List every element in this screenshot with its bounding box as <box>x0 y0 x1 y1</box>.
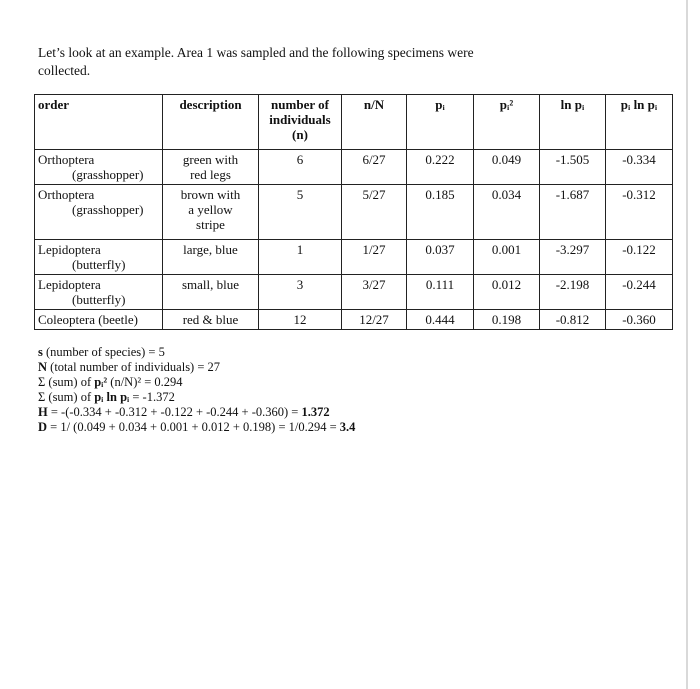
sum-term: pᵢ² <box>94 375 108 389</box>
species-count-text: (number of species) = 5 <box>42 345 165 359</box>
cell-order: Coleoptera (beetle) <box>35 310 163 330</box>
cell-ln-pi: -2.198 <box>540 275 606 310</box>
header-pi-squared: pᵢ² <box>474 95 540 150</box>
cell-pi-squared: 0.049 <box>474 150 540 185</box>
cell-pi-ln-pi: -0.312 <box>606 185 673 240</box>
cell-pi-squared: 0.198 <box>474 310 540 330</box>
cell-n: 12 <box>259 310 342 330</box>
intro-line-1: Let’s look at an example. Area 1 was sampled and the following specimens were <box>38 45 474 60</box>
table-row <box>35 240 673 275</box>
cell-pi: 0.222 <box>407 150 474 185</box>
description-line: a yellow <box>188 202 233 217</box>
total-symbol: N <box>38 360 48 374</box>
cell-description: red & blue <box>163 310 259 330</box>
cell-ln-pi: -0.812 <box>540 310 606 330</box>
intro-paragraph <box>38 44 558 80</box>
shannon-formula: = -(-0.334 + -0.312 + -0.122 + -0.244 + -0.360) = <box>47 405 302 419</box>
species-symbol: s <box>38 345 43 359</box>
shannon-index-line <box>38 405 355 420</box>
cell-order <box>35 185 163 240</box>
order-common-name: (grasshopper) <box>72 202 144 217</box>
order-name: Orthoptera <box>38 152 95 167</box>
order-name: Orthoptera <box>38 187 95 202</box>
header-number <box>259 95 342 150</box>
cell-order <box>35 275 163 310</box>
cell-n: 1 <box>259 240 342 275</box>
order-common-name: (grasshopper) <box>72 167 144 182</box>
total-individuals-line <box>38 360 355 375</box>
cell-n-over-N: 6/27 <box>342 150 407 185</box>
cell-order <box>35 240 163 275</box>
table-row <box>35 275 673 310</box>
header-pi: pᵢ <box>407 95 474 150</box>
sum-label: Σ (sum) of <box>38 390 95 404</box>
species-count-line <box>38 345 355 360</box>
cell-n-over-N: 3/27 <box>342 275 407 310</box>
description-line: brown with <box>180 187 241 202</box>
cell-pi-ln-pi: -0.334 <box>606 150 673 185</box>
species-table <box>34 94 673 330</box>
table-row <box>35 310 673 330</box>
header-pi-ln-pi: pᵢ ln pᵢ <box>606 95 673 150</box>
sum-label: Σ (sum) of <box>38 375 95 389</box>
header-description: description <box>163 95 259 150</box>
header-order: order <box>35 95 163 150</box>
sum-value: (n/N)² = 0.294 <box>107 375 183 389</box>
cell-n: 5 <box>259 185 342 240</box>
cell-pi: 0.444 <box>407 310 474 330</box>
header-n-over-N: n/N <box>342 95 407 150</box>
cell-pi: 0.037 <box>407 240 474 275</box>
sum-value: = -1.372 <box>129 390 175 404</box>
description-line: red legs <box>190 167 231 182</box>
table-header-row <box>35 95 673 150</box>
cell-description <box>163 150 259 185</box>
cell-description <box>163 185 259 240</box>
cell-pi-ln-pi: -0.122 <box>606 240 673 275</box>
order-common-name: (butterfly) <box>72 292 126 307</box>
cell-description: small, blue <box>163 275 259 310</box>
simpson-index-line <box>38 420 355 435</box>
simpson-result: 3.4 <box>339 420 356 434</box>
cell-n-over-N: 5/27 <box>342 185 407 240</box>
header-number-line-2: individuals <box>269 112 331 127</box>
cell-pi: 0.111 <box>407 275 474 310</box>
summary-block <box>38 345 355 435</box>
sum-term: pᵢ ln pᵢ <box>94 390 130 404</box>
shannon-symbol: H <box>38 405 48 419</box>
sum-pi-ln-pi-line <box>38 390 355 405</box>
cell-ln-pi: -1.687 <box>540 185 606 240</box>
simpson-formula: = 1/ (0.049 + 0.034 + 0.001 + 0.012 + 0.198) = 1/0.294 = <box>47 420 340 434</box>
simpson-symbol: D <box>38 420 48 434</box>
cell-ln-pi: -3.297 <box>540 240 606 275</box>
shannon-result: 1.372 <box>301 405 330 419</box>
cell-description: large, blue <box>163 240 259 275</box>
table-row <box>35 185 673 240</box>
cell-n: 6 <box>259 150 342 185</box>
intro-line-2: collected. <box>38 63 91 78</box>
header-number-line-3: (n) <box>292 127 308 142</box>
order-common-name: (butterfly) <box>72 257 126 272</box>
cell-ln-pi: -1.505 <box>540 150 606 185</box>
description-line: green with <box>182 152 239 167</box>
total-individuals-text: (total number of individuals) = 27 <box>47 360 221 374</box>
order-name: Lepidoptera <box>38 242 101 257</box>
table-row <box>35 150 673 185</box>
header-ln-pi: ln pᵢ <box>540 95 606 150</box>
cell-order <box>35 150 163 185</box>
description-line: stripe <box>196 217 225 232</box>
header-number-line-1: number of <box>271 97 329 112</box>
cell-n: 3 <box>259 275 342 310</box>
cell-pi-squared: 0.034 <box>474 185 540 240</box>
cell-pi-ln-pi: -0.360 <box>606 310 673 330</box>
cell-pi-ln-pi: -0.244 <box>606 275 673 310</box>
cell-n-over-N: 12/27 <box>342 310 407 330</box>
cell-n-over-N: 1/27 <box>342 240 407 275</box>
order-name: Lepidoptera <box>38 277 101 292</box>
sum-pi-squared-line <box>38 375 355 390</box>
cell-pi-squared: 0.012 <box>474 275 540 310</box>
cell-pi: 0.185 <box>407 185 474 240</box>
cell-pi-squared: 0.001 <box>474 240 540 275</box>
